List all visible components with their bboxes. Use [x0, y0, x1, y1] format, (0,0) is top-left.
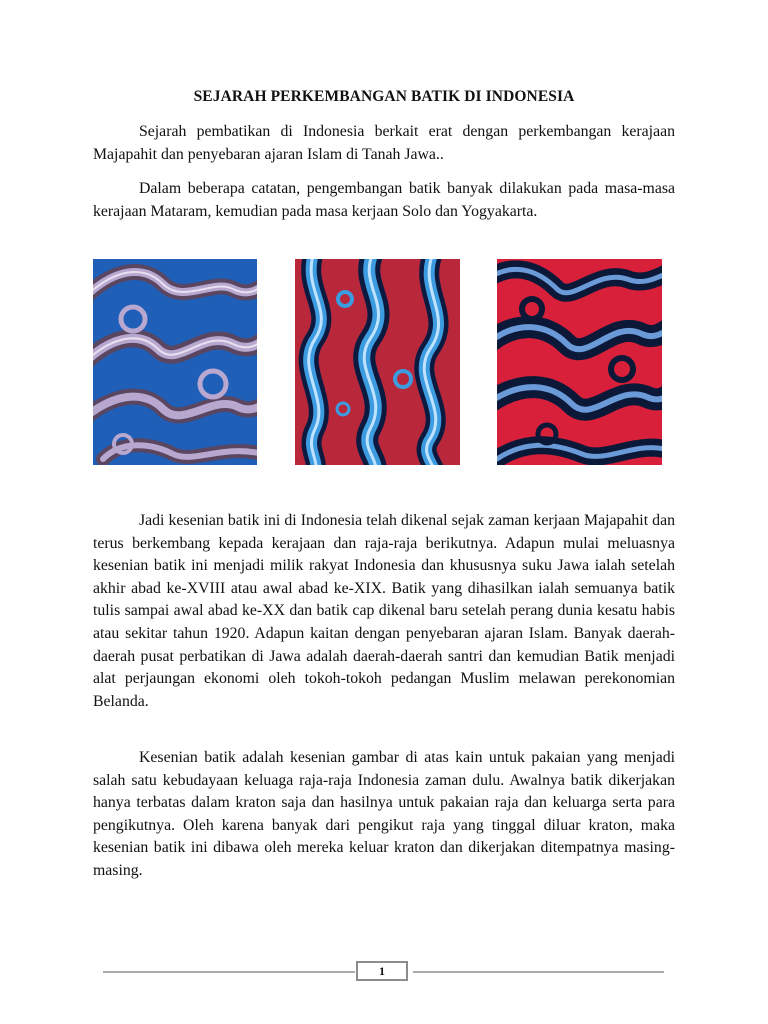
paragraph-3: Jadi kesenian batik ini di Indonesia telah dikenal sejak zaman kerjaan Majapahit dan terus berkembang kepada kerajaan dan raja-raja berikutnya. Adapun mulai meluasnya kesenian batik ini menjadi milik rakyat Indonesia dan khususnya suku Jawa ialah setelah akhir abad ke-XVIII atau awal abad ke-XIX. Batik yang dihasilkan ialah semuanya batik tulis sampai awal abad ke-XX dan batik cap dikenal baru setelah perang dunia kesatu habis atau sekitar tahun 1920. Adapun kaitan dengan penyebaran ajaran Islam. Banyak daerah-daerah pusat perbatikan di Jawa adalah daerah-daerah santri dan kemudian Batik menjadi alat perjaungan ekonomi oleh tokoh-tokoh pedangan Muslim melawan perekonomian Belanda.: [93, 512, 675, 710]
paragraph-4: Kesenian batik adalah kesenian gambar di atas kain untuk pakaian yang menjadi salah satu kebudayaan keluaga raja-raja Indonesia zaman dulu. Awalnya batik dikerjakan hanya terbatas dalam kraton saja dan hasilnya untuk pakaian raja dan keluarga serta para pengikutnya. Oleh karena banyak dari pengikut raja yang tinggal diluar kraton, maka kesenian batik ini dibawa oleh mereka keluar kraton dan dikerjakan ditempatnya masing-masing.: [93, 749, 675, 879]
footer-divider-right: [413, 971, 664, 973]
batik-megamendung-red-blue-flame-icon: [295, 259, 460, 465]
paragraph-1: Sejarah pembatikan di Indonesia berkait erat dengan perkembangan kerajaan Majapahit dan penyebaran ajaran Islam di Tanah Jawa..: [93, 123, 675, 163]
footer-divider-left: [103, 971, 355, 973]
document-title: SEJARAH PERKEMBANGAN BATIK DI INDONESIA: [193, 88, 575, 105]
batik-image-red-blue: [295, 259, 460, 465]
paragraph-2: Dalam beberapa catatan, pengembangan batik banyak dilakukan pada masa-masa kerajaan Mataram, kemudian pada masa kerjaan Solo dan Yogyakarta.: [93, 180, 675, 220]
batik-megamendung-red-navy-cloud-icon: [497, 259, 662, 465]
batik-image-blue: [93, 259, 257, 465]
batik-image-red-navy: [497, 259, 662, 465]
batik-megamendung-blue-cloud-icon: [93, 259, 257, 465]
page-number: 1: [356, 961, 408, 981]
